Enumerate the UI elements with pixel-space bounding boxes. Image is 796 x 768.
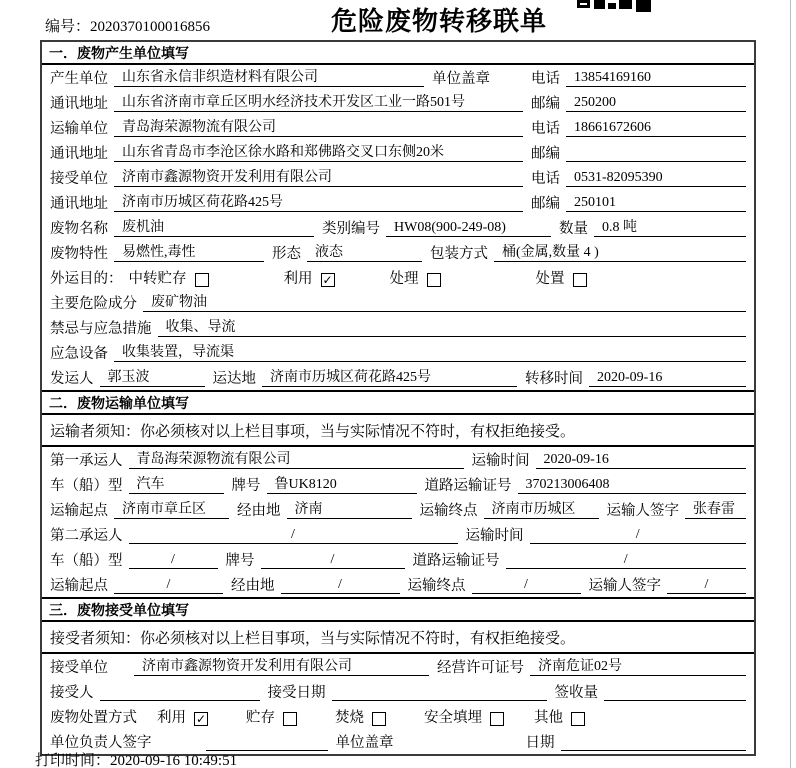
field-label: 通讯地址 [50, 146, 108, 162]
field-value: 济南市鑫源物资开发利用有限公司 [114, 169, 523, 187]
form-row [42, 215, 754, 240]
field-value: / [129, 526, 458, 544]
form-row [42, 497, 754, 522]
field-value: 济南 [287, 501, 412, 519]
field-label: 第一承运人 [50, 453, 123, 469]
field-value: 250101 [566, 194, 746, 212]
field-label: 通讯地址 [50, 96, 108, 112]
field-label: 车（船）型 [50, 553, 123, 569]
notice-row [42, 622, 754, 654]
field-value: 山东省济南市章丘区明水经济技术开发区工业一路501号 [114, 94, 523, 112]
checkbox-checked: ✓ [322, 273, 333, 287]
print-time-line [35, 749, 237, 768]
field-label: 外运目的： [50, 271, 123, 287]
checkbox-unchecked [283, 712, 297, 726]
field-value: 青岛海荣源物流有限公司 [129, 451, 464, 469]
field-label: 运输单位 [50, 121, 108, 137]
form-row [42, 265, 754, 290]
form-row [42, 140, 754, 165]
checkbox-label: 中转贮存 [128, 271, 187, 287]
field-value: 济南市章丘区 [114, 501, 229, 519]
form-row [42, 472, 754, 497]
form-row [42, 90, 754, 115]
field-value [100, 683, 260, 701]
checkbox-option [335, 706, 386, 727]
checkbox-label: 其他 [534, 710, 563, 726]
qr-code-partial-icon [577, 0, 652, 9]
form-row [42, 240, 754, 265]
field-label: 运输起点 [50, 578, 108, 594]
form-row [42, 340, 754, 365]
page-title: 危险废物转移联单 [331, 7, 548, 37]
field-value: 250200 [566, 94, 746, 112]
form-row [42, 704, 754, 729]
field-label: 单位盖章 [335, 735, 394, 751]
field-value: 13854169160 [566, 69, 746, 87]
checkbox-option [284, 267, 335, 288]
field-value: / [472, 576, 581, 594]
form-row [42, 572, 754, 597]
field-label: 接受人 [50, 685, 94, 701]
checkbox-unchecked [427, 273, 441, 287]
field-value: 易燃性,毒性 [114, 244, 264, 262]
field-value: 鲁UK8120 [267, 476, 417, 494]
field-label: 电话 [531, 71, 560, 87]
checkbox-option [534, 706, 585, 727]
checkbox-label: 焚烧 [335, 710, 364, 726]
field-value [561, 733, 747, 751]
field-label: 发运人 [50, 371, 94, 387]
field-label: 废物特性 [50, 246, 108, 262]
field-label: 数量 [559, 221, 588, 237]
field-label: 邮编 [531, 196, 560, 212]
checkbox-label: 利用 [157, 710, 186, 726]
field-label: 运输时间 [471, 453, 530, 469]
field-label: 道路运输证号 [412, 553, 500, 569]
notice-row [42, 415, 754, 447]
section-heading: 二．废物运输单位填写 [42, 390, 754, 415]
checkbox-option [246, 706, 297, 727]
field-label: 日期 [525, 735, 555, 751]
field-label: 转移时间 [525, 371, 583, 387]
field-label: 单位负责人签字 [50, 735, 152, 751]
checkbox-label: 处理 [389, 271, 419, 287]
field-value: 2020-09-16 [589, 369, 746, 387]
form-row [42, 165, 754, 190]
field-label: 接受单位 [50, 660, 108, 676]
field-label: 通讯地址 [50, 196, 108, 212]
form-row [42, 190, 754, 215]
field-value: 济南危证02号 [530, 658, 746, 676]
serial-label: 编号： [45, 19, 91, 35]
field-label: 牌号 [231, 478, 261, 494]
field-label: 运输人签字 [606, 503, 679, 519]
field-value: 废矿物油 [143, 294, 746, 312]
checkbox-option [390, 267, 441, 288]
field-label: 电话 [531, 121, 560, 137]
form-row [42, 679, 754, 704]
field-value: 青岛海荣源物流有限公司 [114, 119, 523, 137]
field-label: 单位盖章 [432, 71, 490, 87]
field-value: 2020-09-16 [536, 451, 747, 469]
field-value: 济南市历城区荷花路425号 [262, 369, 517, 387]
field-value: / [667, 576, 746, 594]
checkbox-label: 利用 [283, 271, 313, 287]
field-label: 运输起点 [50, 503, 108, 519]
checkbox-unchecked [571, 712, 585, 726]
checkbox-option [536, 267, 587, 288]
checkbox-option [157, 706, 208, 727]
notice-text: 运输者须知：你必须核对以上栏目事项，当与实际情况不符时，有权拒绝接受。 [50, 423, 576, 440]
checkbox-unchecked [490, 712, 504, 726]
field-label: 废物处置方式 [50, 710, 137, 726]
checkbox-unchecked [573, 273, 587, 287]
field-label: 邮编 [531, 96, 560, 112]
field-label: 应急设备 [50, 346, 108, 362]
field-value: 济南市历城区荷花路425号 [114, 194, 523, 212]
field-value: HW08(900-249-08) [386, 219, 551, 237]
field-label: 电话 [531, 171, 560, 187]
form-row [42, 654, 754, 679]
field-label: 经营许可证号 [437, 660, 524, 676]
checkbox-label: 安全填埋 [424, 710, 482, 726]
manifest-table [40, 40, 756, 756]
field-value: 郭玉波 [100, 369, 205, 387]
field-value: 0531-82095390 [566, 169, 746, 187]
checkbox-option [424, 706, 504, 727]
field-value: 液态 [307, 244, 422, 262]
field-label: 邮编 [531, 146, 560, 162]
field-label: 主要危险成分 [50, 296, 137, 312]
checkbox-option [129, 267, 209, 288]
field-value: 18661672606 [566, 119, 746, 137]
serial-value: 2020370100016856 [90, 19, 211, 35]
field-label: 经由地 [237, 503, 281, 519]
field-value: / [129, 551, 218, 569]
form-row [42, 290, 754, 315]
section-heading: 一．废物产生单位填写 [42, 42, 754, 65]
field-value [332, 683, 547, 701]
field-value: 张春雷 [685, 501, 746, 519]
form-row [42, 65, 754, 90]
field-value: 山东省青岛市李沧区徐水路和郑佛路交叉口东侧20米 [114, 144, 523, 162]
field-label: 包装方式 [430, 246, 488, 262]
checkbox-unchecked [195, 273, 209, 287]
field-value: 山东省永信非织造材料有限公司 [114, 69, 424, 87]
field-label: 产生单位 [50, 71, 108, 87]
field-label: 接受单位 [50, 171, 108, 187]
checkbox-unchecked [372, 712, 386, 726]
print-time-label: 打印时间： [35, 753, 111, 768]
field-value [566, 144, 746, 162]
notice-text: 接受者须知：你必须核对以上栏目事项，当与实际情况不符时，有权拒绝接受。 [50, 630, 576, 647]
field-value: / [261, 551, 405, 569]
checkbox-checked: ✓ [195, 712, 207, 726]
print-time-value: 2020-09-16 10:49:51 [110, 753, 238, 768]
field-label: 类别编号 [322, 221, 380, 237]
serial-number-line [45, 15, 210, 36]
field-label: 道路运输证号 [424, 478, 512, 494]
form-row [42, 547, 754, 572]
field-value: 济南市鑫源物资开发利用有限公司 [134, 658, 429, 676]
field-label: 运输终点 [407, 578, 466, 594]
field-value: / [281, 576, 400, 594]
field-label: 经由地 [231, 578, 275, 594]
field-label: 车（船）型 [50, 478, 123, 494]
form-row [42, 365, 754, 390]
field-value: 370213006408 [518, 476, 747, 494]
field-value: 废机油 [114, 219, 314, 237]
field-value: 0.8 吨 [594, 219, 746, 237]
page-right-edge [790, 0, 791, 768]
field-label: 运输人签字 [588, 578, 661, 594]
field-value: / [506, 551, 747, 569]
field-value [604, 683, 746, 701]
field-label: 运达地 [212, 371, 256, 387]
field-value: 汽车 [129, 476, 224, 494]
field-value: 桶(金属,数量 4 ) [494, 244, 746, 262]
field-label: 第二承运人 [50, 528, 123, 544]
form-row [42, 315, 754, 340]
section-heading: 三．废物接受单位填写 [42, 597, 754, 622]
field-label: 形态 [272, 246, 301, 262]
field-label: 签收量 [554, 685, 598, 701]
field-value: 收集、导流 [158, 319, 747, 337]
checkbox-label: 贮存 [246, 710, 275, 726]
form-row [42, 522, 754, 547]
field-label: 运输时间 [465, 528, 524, 544]
field-label: 牌号 [225, 553, 255, 569]
field-label: 禁忌与应急措施 [50, 321, 152, 337]
field-value: 收集装置，导流渠 [114, 344, 746, 362]
form-row [42, 447, 754, 472]
field-value: 济南市历城区 [484, 501, 599, 519]
checkbox-label: 处置 [535, 271, 565, 287]
field-label: 废物名称 [50, 221, 108, 237]
field-value: / [530, 526, 747, 544]
form-row [42, 115, 754, 140]
field-value: / [114, 576, 223, 594]
field-label: 接受日期 [267, 685, 326, 701]
field-label: 运输终点 [419, 503, 478, 519]
